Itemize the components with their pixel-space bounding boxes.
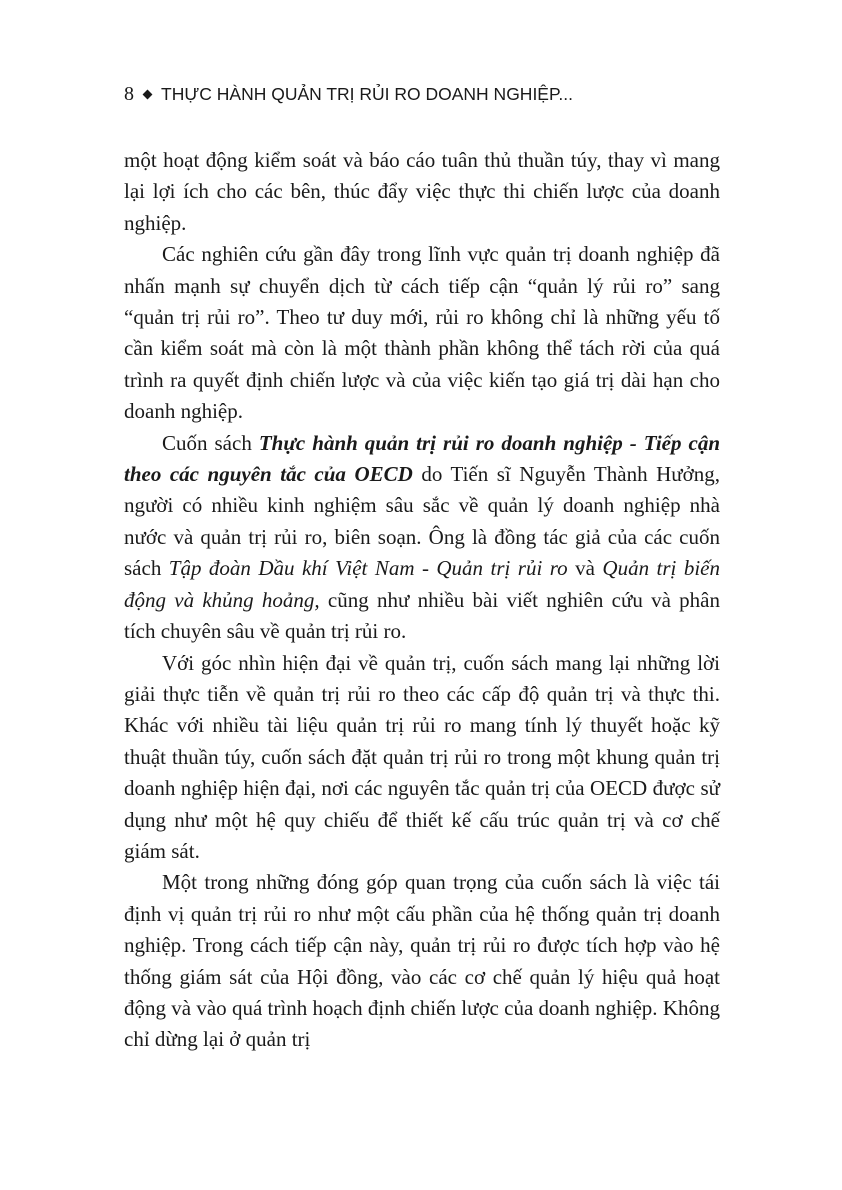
paragraph-3-text-c: và xyxy=(567,556,603,581)
diamond-icon xyxy=(143,89,153,99)
running-header xyxy=(124,80,724,108)
paragraph-3-text-d: cũng như nhiều bài viết nghiên cứu và phân tích chuyên sâu về quản trị rủi ro. xyxy=(124,587,720,644)
paragraph-3 xyxy=(124,428,720,648)
paragraph-5: Một trong những đóng góp quan trọng của cuốn sách là việc tái định vị quản trị rủi ro như một cấu phần của hệ thống quản trị doanh nghiệp. Trong cách tiếp cận này, quản trị rủi ro được tích hợp vào hệ thống giám sát của Hội đồng, vào các cơ chế quản lý hiệu quả hoạt động và vào quá trình hoạch định chiến lược của doanh nghiệp. Không chỉ dừng lại ở quản trị xyxy=(124,870,720,1052)
paragraph-3-text-b: do Tiến sĩ Nguyễn Thành Hưởng, người có nhiều kinh nghiệm sâu sắc về quản lý doanh nghiệp nhà nước và quản trị rủi ro, biên soạn. Ông là đồng tác giả của các cuốn sách xyxy=(124,462,721,581)
page-number: 8 xyxy=(124,83,134,105)
book-title-italic-2: Quản trị biến động và khủng hoảng, xyxy=(124,556,720,612)
paragraph-3-text-a: Cuốn sách xyxy=(162,430,259,455)
paragraph-1: một hoạt động kiểm soát và báo cáo tuân thủ thuần túy, thay vì mang lại lợi ích cho các bên, thúc đẩy việc thực thi chiến lược của doanh nghiệp. xyxy=(124,148,720,235)
running-title: THỰC HÀNH QUẢN TRỊ RỦI RO DOANH NGHIỆP... xyxy=(161,84,573,104)
book-title-bold-italic: Thực hành quản trị rủi ro doanh nghiệp - Tiếp cận theo các nguyên tắc của OECD xyxy=(124,430,720,487)
body-text xyxy=(124,145,720,1056)
paragraph-2: Các nghiên cứu gần đây trong lĩnh vực quản trị doanh nghiệp đã nhấn mạnh sự chuyển dịch từ cách tiếp cận “quản lý rủi ro” sang “quản trị rủi ro”. Theo tư duy mới, rủi ro không chỉ là những yếu tố cần kiểm soát mà còn là một thành phần không thể tách rời của quá trình ra quyết định chiến lược và của việc kiến tạo giá trị dài hạn cho doanh nghiệp. xyxy=(124,242,720,424)
book-title-italic-1: Tập đoàn Dầu khí Việt Nam - Quản trị rủi ro xyxy=(168,556,568,581)
paragraph-4: Với góc nhìn hiện đại về quản trị, cuốn sách mang lại những lời giải thực tiễn về quản trị rủi ro theo các cấp độ quản trị và thực thi. Khác với nhiều tài liệu quản trị rủi ro mang tính lý thuyết hoặc kỹ thuật thuần túy, cuốn sách đặt quản trị rủi ro trong một khung quản trị doanh nghiệp hiện đại, nơi các nguyên tắc quản trị của OECD được sử dụng như một hệ quy chiếu để thiết kế cấu trúc quản trị và cơ chế giám sát. xyxy=(124,650,720,863)
